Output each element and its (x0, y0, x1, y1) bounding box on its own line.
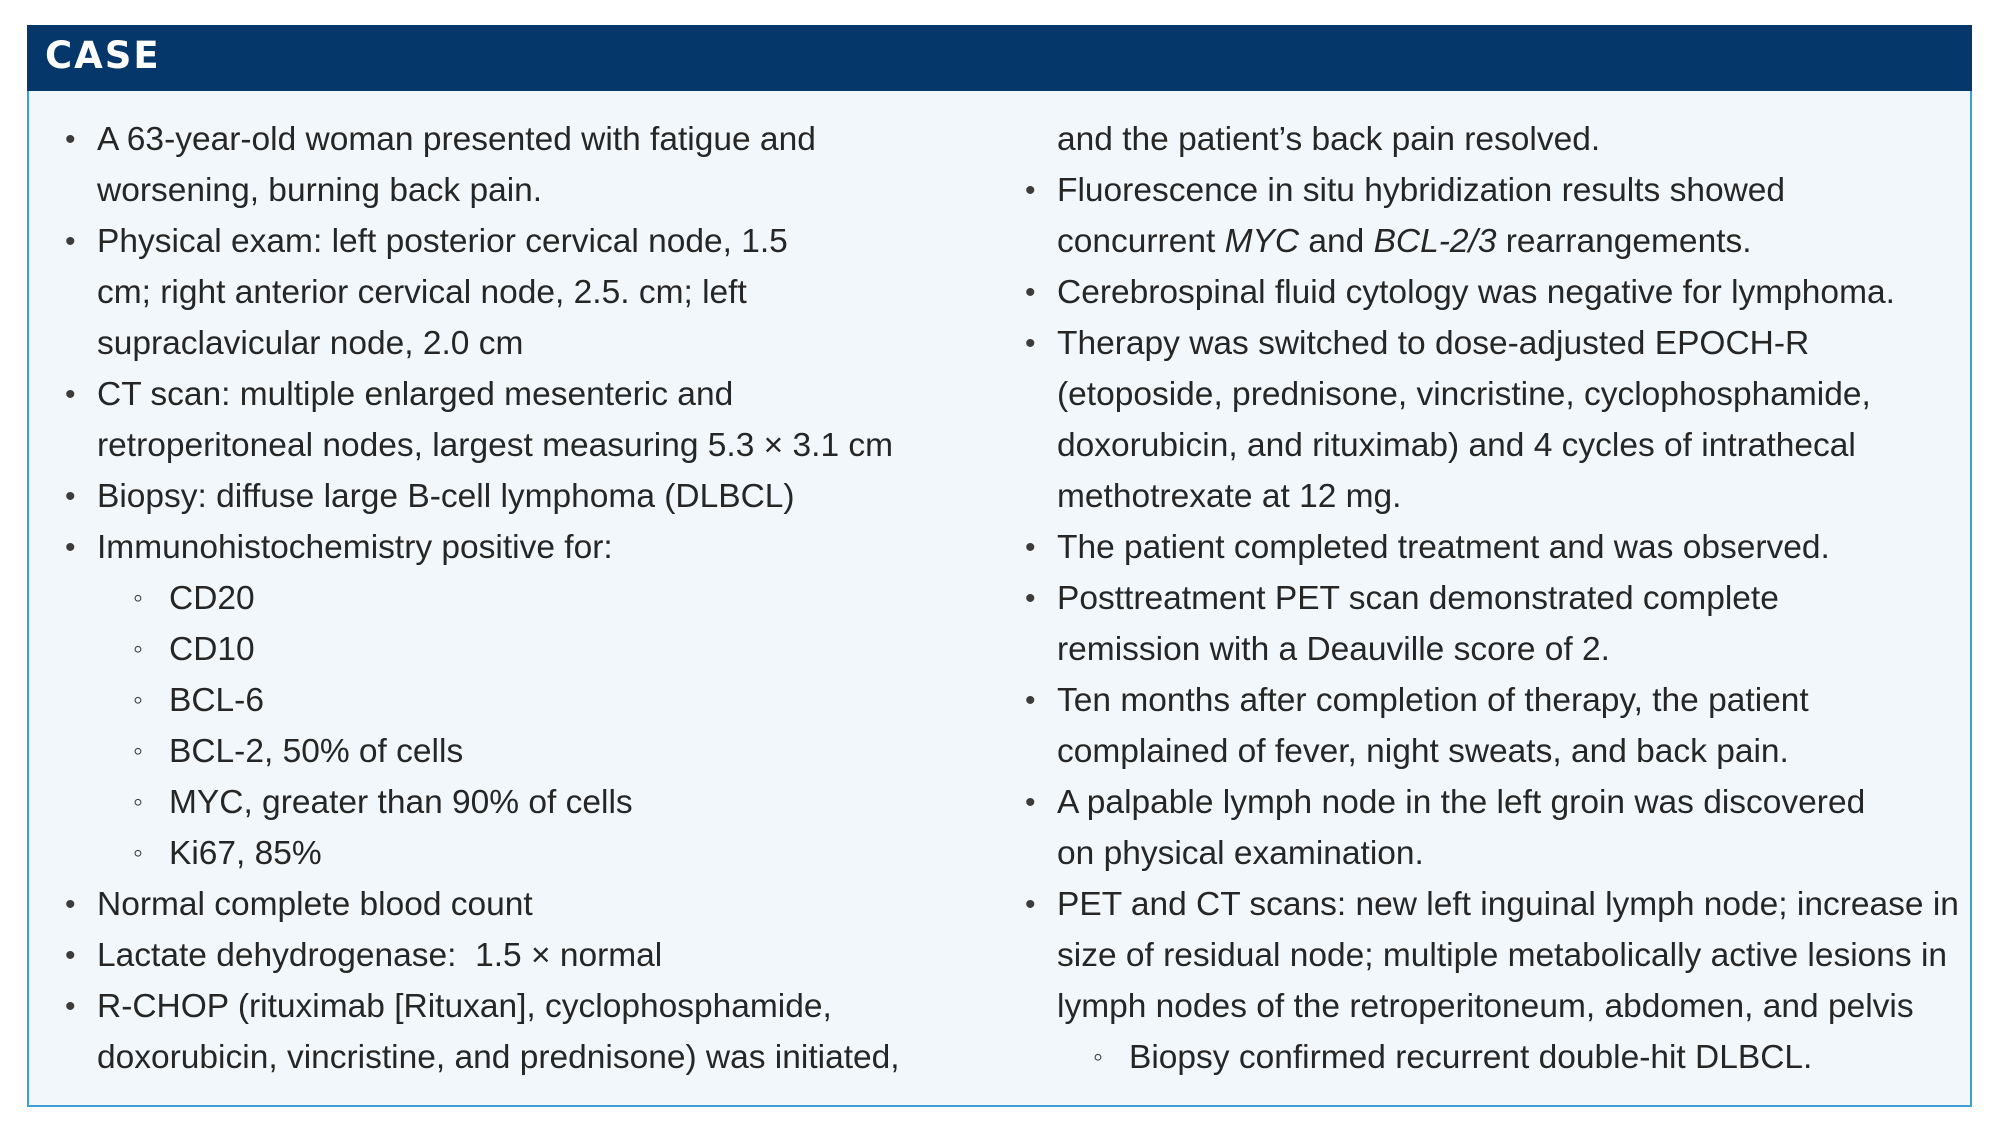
bullet-icon: • (1025, 786, 1036, 819)
sub-list-item-text: MYC, greater than 90% of cells (169, 784, 633, 821)
sub-bullet-icon: ◦ (133, 582, 143, 613)
list-item-continuation (1057, 369, 1957, 420)
list-item-continuation (1057, 726, 1957, 777)
sub-list-item-text: CD20 (169, 580, 255, 617)
bullet-icon: • (1025, 684, 1036, 717)
list-item-text: methotrexate at 12 mg. (1057, 478, 1402, 515)
list-item-text: concurrent (1057, 223, 1225, 260)
list-item-continuation (1057, 828, 1957, 879)
list-item-text: Immunohistochemistry positive for: (97, 529, 613, 566)
bullet-icon: • (65, 378, 76, 411)
list-item-text: Lactate dehydrogenase: 1.5 × normal (97, 937, 663, 974)
list-item-text: Posttreatment PET scan demonstrated complete (1057, 580, 1779, 617)
bullet-icon: • (65, 990, 76, 1023)
sub-bullet-icon: ◦ (133, 786, 143, 817)
list-item-text: Cerebrospinal fluid cytology was negative for lymphoma. (1057, 274, 1895, 311)
list-item (1025, 675, 1957, 726)
sub-list-item (1057, 1032, 1957, 1083)
list-item-text: and (1299, 223, 1374, 260)
list-item-text: The patient completed treatment and was observed. (1057, 529, 1830, 566)
sub-list-item (97, 675, 997, 726)
list-item-continuation (97, 165, 997, 216)
list-item-text: PET and CT scans: new left inguinal lymph node; increase in (1057, 886, 1959, 923)
list-item-continuation (1057, 114, 1957, 165)
list-item (1025, 267, 1957, 318)
list-item-text: remission with a Deauville score of 2. (1057, 631, 1610, 668)
list-item-text: CT scan: multiple enlarged mesenteric and (97, 376, 734, 413)
right-column (1025, 114, 1959, 1083)
bullet-icon: • (1025, 174, 1036, 207)
sub-bullet-icon: ◦ (133, 837, 143, 868)
list-item-text: R-CHOP (rituximab [Rituxan], cyclophosphamide, (97, 988, 832, 1025)
list-item-text: rearrangements. (1496, 223, 1752, 260)
list-item (1025, 318, 1957, 369)
list-item-text: complained of fever, night sweats, and back pain. (1057, 733, 1789, 770)
sub-bullet-icon: ◦ (133, 735, 143, 766)
gene-name-bcl: BCL-2/3 (1373, 223, 1497, 260)
bullet-icon: • (65, 939, 76, 972)
list-item-continuation (97, 420, 997, 471)
list-item (1025, 573, 1957, 624)
list-item-continuation (97, 267, 997, 318)
list-item (1025, 522, 1957, 573)
list-item-text: and the patient’s back pain resolved. (1057, 121, 1601, 158)
list-item-text: worsening, burning back pain. (97, 172, 543, 209)
sub-list-item-text: CD10 (169, 631, 255, 668)
sub-list-item (97, 726, 997, 777)
list-item (65, 471, 997, 522)
list-item (65, 930, 997, 981)
sub-bullet-icon: ◦ (133, 684, 143, 715)
bullet-icon: • (65, 225, 76, 258)
list-item-text: Biopsy: diffuse large B-cell lymphoma (DLBCL) (97, 478, 795, 515)
list-item (65, 114, 997, 165)
list-item-continuation (1057, 624, 1957, 675)
bullet-icon: • (1025, 276, 1036, 309)
list-item-text: on physical examination. (1057, 835, 1424, 872)
case-title: CASE (45, 34, 161, 77)
sub-list-item (97, 777, 997, 828)
list-item-text: (etoposide, prednisone, vincristine, cyclophosphamide, (1057, 376, 1871, 413)
bullet-icon: • (1025, 531, 1036, 564)
sub-list-item (97, 828, 997, 879)
list-item-text: cm; right anterior cervical node, 2.5. cm; left (97, 274, 747, 311)
bullet-icon: • (65, 123, 76, 156)
sub-list-item-text: Biopsy confirmed recurrent double-hit DLBCL. (1129, 1039, 1813, 1076)
left-column (65, 114, 997, 1083)
sub-list-item (97, 573, 997, 624)
bullet-icon: • (65, 531, 76, 564)
list-item-text: retroperitoneal nodes, largest measuring 5.3 × 3.1 cm (97, 427, 894, 464)
list-item (65, 216, 997, 267)
list-item-text: Physical exam: left posterior cervical node, 1.5 (97, 223, 788, 260)
bullet-icon: • (65, 480, 76, 513)
list-item-text: size of residual node; multiple metabolically active lesions in (1057, 937, 1948, 974)
list-item (1025, 777, 1957, 828)
list-item-text: Normal complete blood count (97, 886, 533, 923)
bullet-icon: • (1025, 888, 1036, 921)
sub-bullet-icon: ◦ (133, 633, 143, 664)
list-item-continuation (1057, 216, 1957, 267)
sub-list-item (97, 624, 997, 675)
list-item-text: A palpable lymph node in the left groin was discovered (1057, 784, 1866, 821)
list-item (65, 522, 997, 573)
bullet-icon: • (65, 888, 76, 921)
list-item-text: doxorubicin, vincristine, and prednisone) was initiated, (97, 1039, 900, 1076)
list-item-continuation (97, 1032, 997, 1083)
case-header (27, 25, 1972, 91)
list-item (1025, 879, 1959, 930)
list-item-text: doxorubicin, and rituximab) and 4 cycles of intrathecal (1057, 427, 1856, 464)
list-item-text: Ten months after completion of therapy, the patient (1057, 682, 1809, 719)
sub-list-item-text: BCL-2, 50% of cells (169, 733, 464, 770)
list-item (65, 981, 997, 1032)
bullet-icon: • (1025, 327, 1036, 360)
list-item (65, 369, 997, 420)
list-item-continuation (1057, 471, 1957, 522)
bullet-icon: • (1025, 582, 1036, 615)
list-item-continuation (1057, 420, 1957, 471)
list-item-text: Fluorescence in situ hybridization results showed (1057, 172, 1786, 209)
sub-list-item-text: Ki67, 85% (169, 835, 322, 872)
list-item-text: supraclavicular node, 2.0 cm (97, 325, 524, 362)
list-item-text: Therapy was switched to dose-adjusted EPOCH-R (1057, 325, 1810, 362)
sub-bullet-icon: ◦ (1093, 1041, 1103, 1072)
sub-list-item-text: BCL-6 (169, 682, 264, 719)
list-item-continuation (97, 318, 997, 369)
list-item (1025, 165, 1957, 216)
gene-name-myc: MYC (1224, 223, 1300, 260)
list-item-text: lymph nodes of the retroperitoneum, abdomen, and pelvis (1057, 988, 1914, 1025)
list-item-continuation (1057, 930, 1957, 981)
list-item (65, 879, 997, 930)
list-item-text: A 63-year-old woman presented with fatigue and (97, 121, 816, 158)
list-item-continuation (1057, 981, 1957, 1032)
